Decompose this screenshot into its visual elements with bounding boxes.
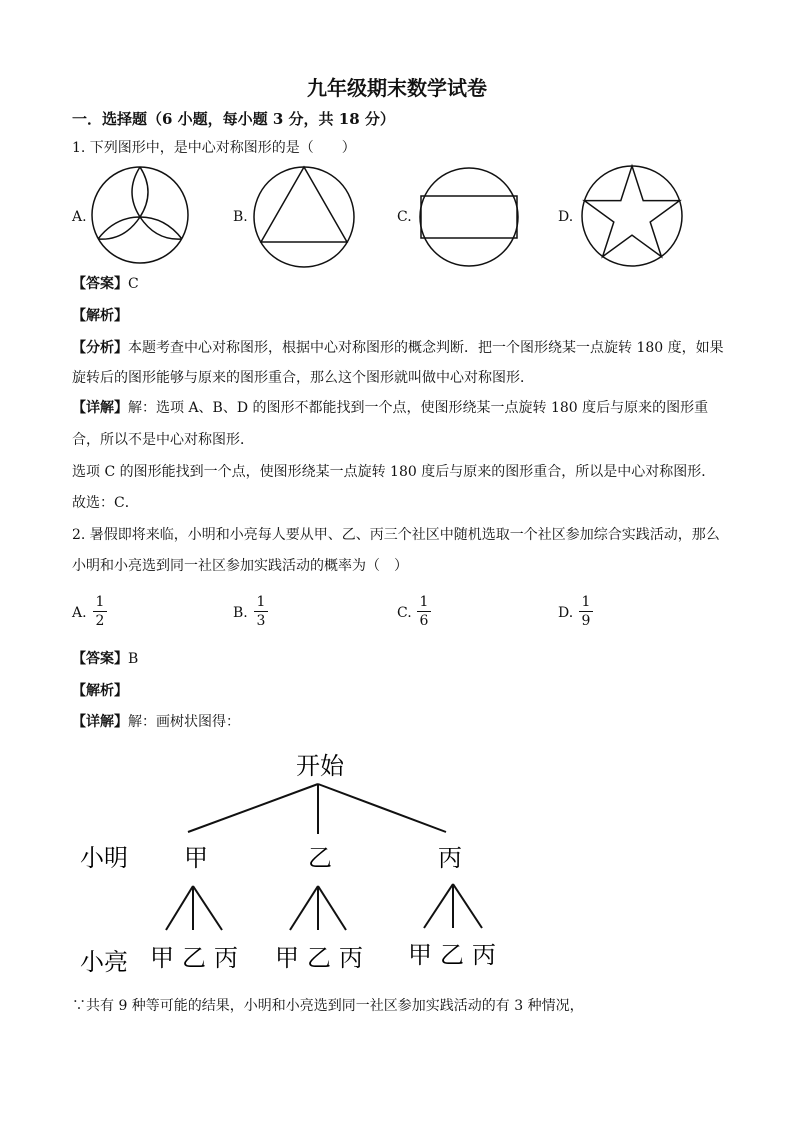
q2-analysis-tag: 【解析】 [72,683,128,699]
tree-row1-label: 小明 [80,844,128,872]
tree-edge [193,886,222,930]
fraction-numerator: 1 [93,593,107,612]
q2-stem-line-1: 2. 暑假即将来临，小明和小亮每人要从甲、乙、丙三个社区中随机选取一个社区参加综合实践活动，那么 [72,527,720,543]
q2-option-d-label: D. [558,605,574,621]
fraction-denominator: 2 [95,613,105,629]
fraction-numerator: 1 [417,593,431,612]
tree-leaf-label: 丙 [214,944,238,972]
fraction-numerator: 1 [254,593,268,612]
fraction-numerator: 1 [579,593,593,612]
tree-edge [453,884,482,928]
tree-leaf-label: 丙 [472,941,496,969]
fenxi-tag: 【分析】 [72,340,128,356]
answer-value: C [128,276,139,292]
tree-edge [166,886,193,930]
tree-branch-label: 丙 [438,844,462,872]
q1-conclusion: 故选：C． [72,495,139,511]
tree-branch-label: 乙 [308,844,332,872]
tree-edge-root-jia [188,784,318,832]
q1-analysis-tag: 【解析】 [72,308,128,324]
xiangjie-tag: 【详解】 [72,714,128,730]
q2-stem-line-2: 小明和小亮选到同一社区参加实践活动的概率为（ ） [72,558,408,574]
tree-leaf-label: 乙 [307,944,331,972]
tree-leaf-label: 乙 [440,941,464,969]
tree-edge-root-bing [318,784,446,832]
q1-option-b-label: B. [233,209,248,225]
q1-option-a-label: A. [72,209,87,225]
fraction-denominator: 9 [581,613,591,629]
tree-leaf-label: 甲 [408,941,432,969]
q2-option-a-label: A. [72,605,87,621]
tree-leaf-label: 甲 [150,944,174,972]
q2-result-line: ∵共有 9 种等可能的结果，小明和小亮选到同一社区参加实践活动的有 3 种情况， [72,998,584,1014]
answer-value: B [128,651,139,667]
tree-leaf-label: 乙 [182,944,206,972]
tree-leaf-label: 甲 [275,944,299,972]
q2-option-c-label: C. [397,605,412,621]
xiangjie-text: 解：画树状图得： [128,714,240,730]
q1-option-c-label: C. [397,209,412,225]
q1-fenxi-line-2: 旋转后的图形能够与原来的图形重合，那么这个图形就叫做中心对称图形． [72,370,534,386]
q2-option-b-label: B. [233,605,248,621]
fenxi-text: 本题考查中心对称图形，根据中心对称图形的概念判断．把一个图形绕某一点旋转 180 度，如果 [128,340,724,356]
answer-tag: 【答案】 [72,276,128,292]
page-title: 九年级期末数学试卷 [307,76,487,100]
q1-xiangjie-line-3: 选项 C 的图形能找到一个点，使图形绕某一点旋转 180 度后与原来的图形重合，所以是中心对称图形． [72,464,716,480]
q1-stem: 1. 下列图形中，是中心对称图形的是（ ） [72,140,356,156]
q1-xiangjie-line-2: 合，所以不是中心对称图形． [72,432,254,448]
tree-row2-label: 小亮 [80,948,128,976]
tree-edge [318,886,346,930]
fraction-denominator: 6 [419,613,429,629]
tree-edge [424,884,453,928]
answer-tag: 【答案】 [72,651,128,667]
tree-root-label: 开始 [296,752,344,780]
xiangjie-text: 解：选项 A、B、D 的图形不都能找到一个点，使图形绕某一点旋转 180 度后与原来的图形重 [128,400,709,416]
section-heading: 一．选择题（6 小题，每小题 3 分，共 18 分） [72,110,395,128]
tree-edge [290,886,318,930]
tree-branch-label: 甲 [184,844,208,872]
q1-option-d-label: D. [558,209,574,225]
tree-leaf-label: 丙 [339,944,363,972]
fraction-denominator: 3 [256,613,266,629]
xiangjie-tag: 【详解】 [72,400,128,416]
